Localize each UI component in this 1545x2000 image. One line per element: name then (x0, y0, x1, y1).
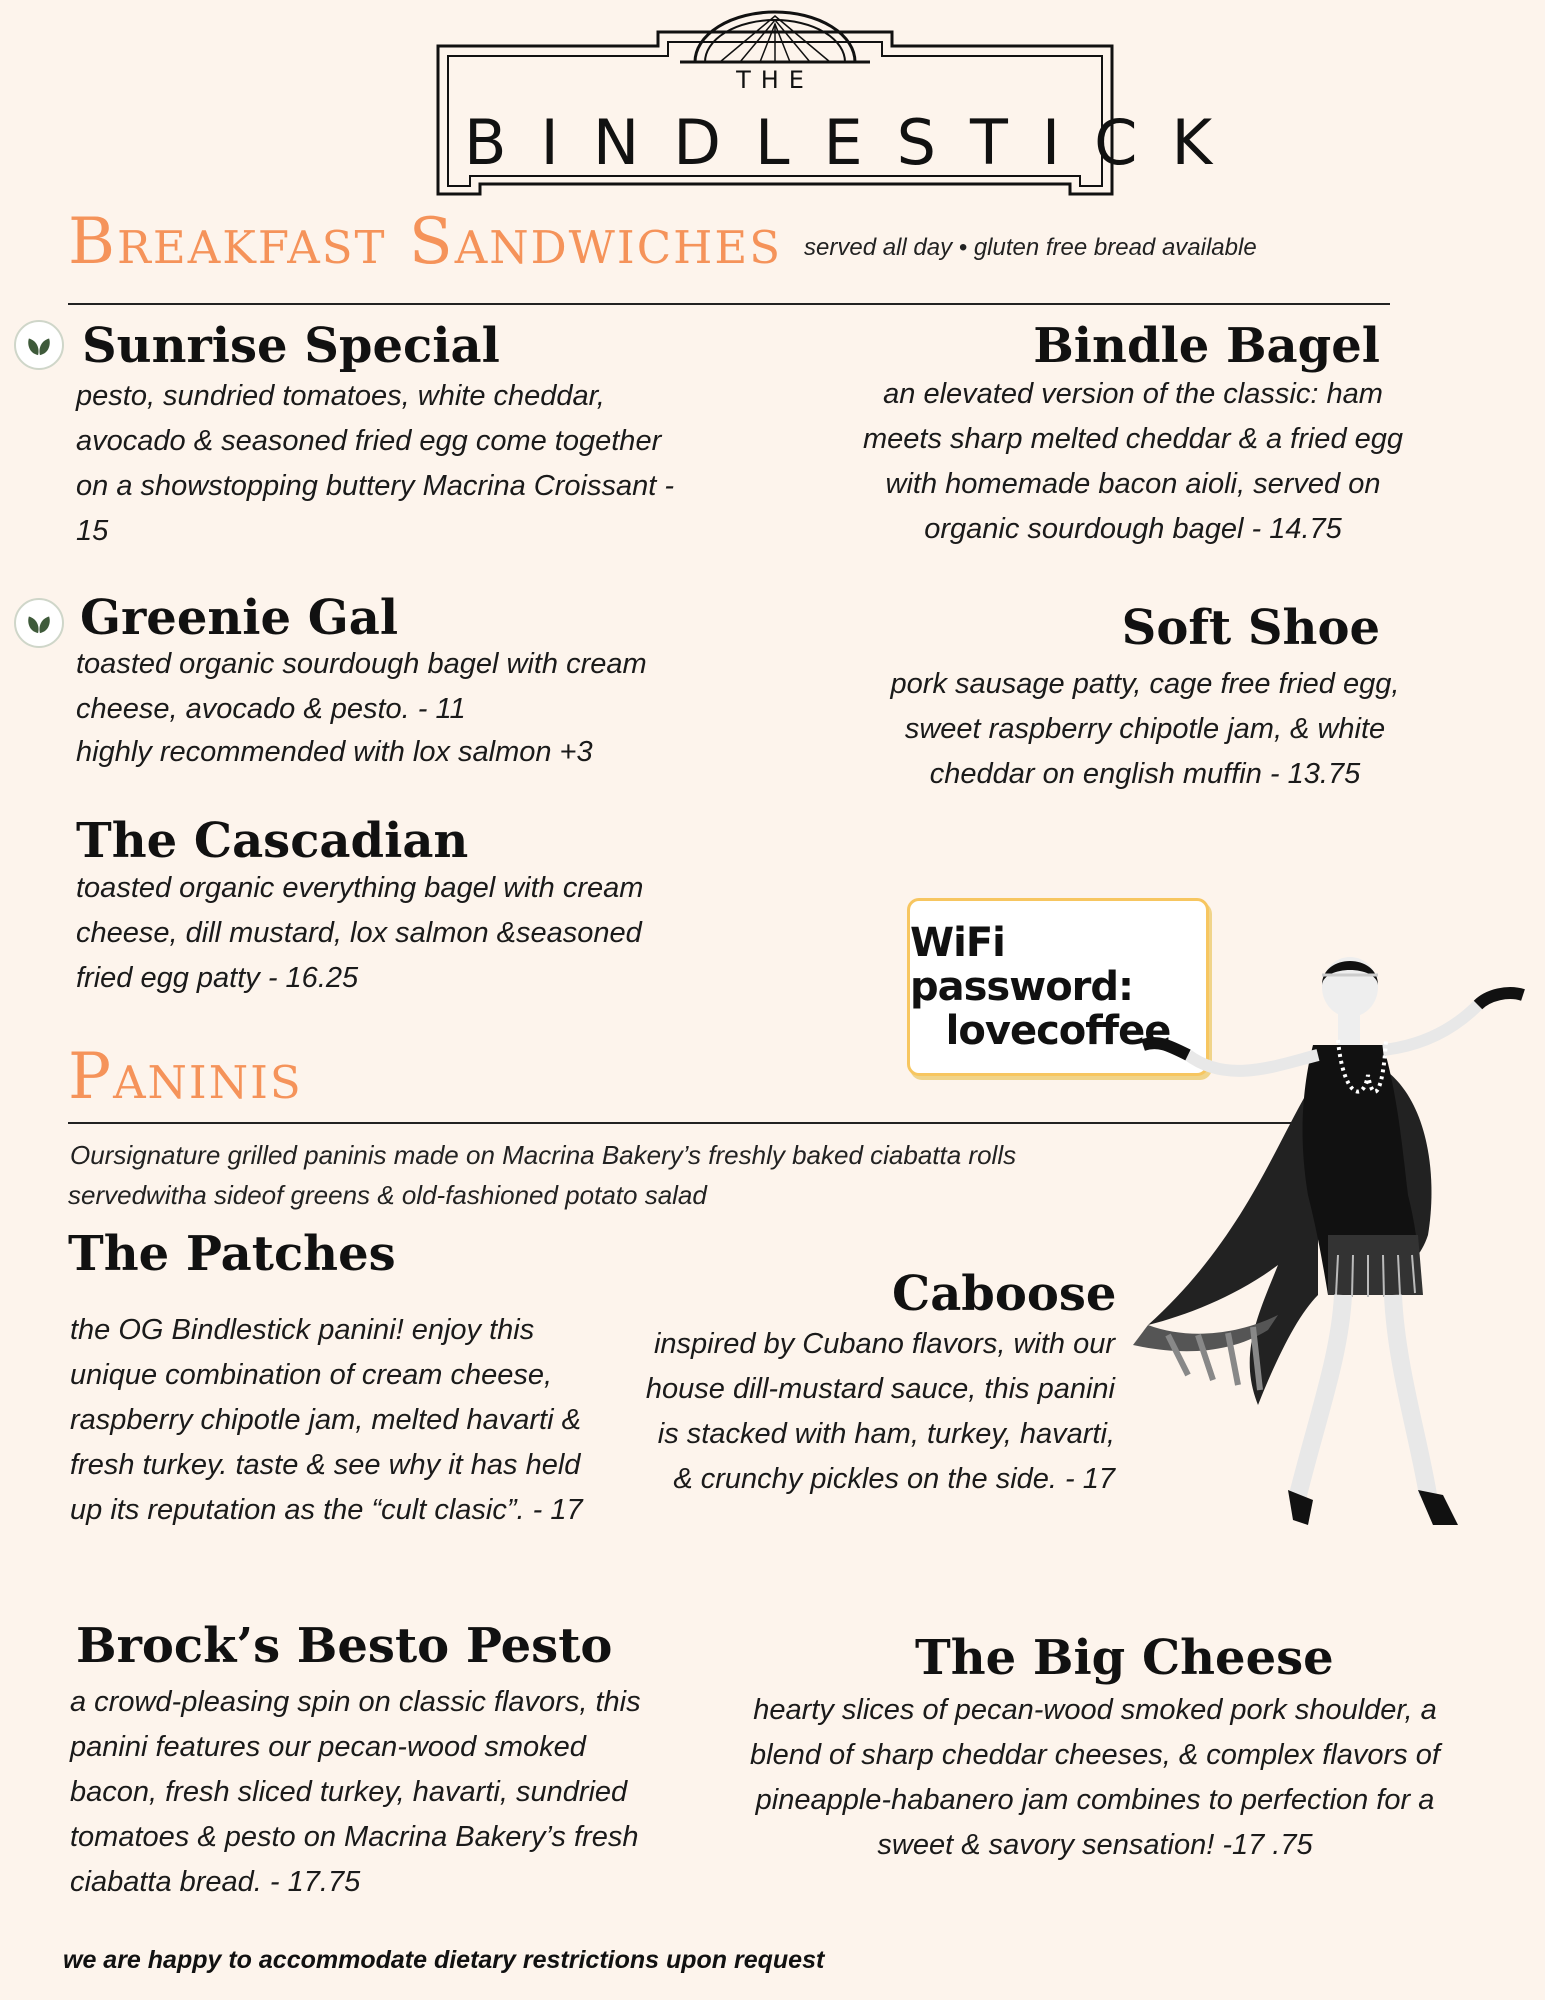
paninis-intro-line2: servedwitha sideof greens & old-fashioned potato salad (68, 1180, 707, 1210)
flapper-illustration (1128, 935, 1545, 1555)
item-description: a crowd-pleasing spin on classic flavors, this panini features our pecan-wood smoked bacon, fresh sliced turkey, havarti, sundried tomatoes & pesto on Macrina Bakery’s fresh ciabatta bread. - 17.75 (70, 1686, 641, 1898)
wifi-label: WiFi password: (910, 920, 1134, 1010)
item-name: Soft Shoe (1121, 600, 1380, 656)
item-name: Brock’s Besto Pesto (76, 1618, 613, 1674)
item-name: Greenie Gal (80, 590, 399, 646)
item-description: toasted organic everything bagel with cream cheese, dill mustard, lox salmon &seasoned fried egg patty - 16.25 (76, 872, 644, 994)
item-description: pesto, sundried tomatoes, white cheddar, avocado & seasoned fried egg come together on a showstopping buttery Macrina Croissant - 15 (76, 380, 675, 547)
item-note: highly recommended with lox salmon +3 (76, 736, 593, 768)
item-description: toasted organic sourdough bagel with cream cheese, avocado & pesto. - 11 (76, 648, 647, 725)
bindlestick-logo (430, 6, 1247, 201)
dietary-note: we are happy to accommodate dietary restrictions upon request (63, 1946, 825, 1974)
item-name: Bindle Bagel (1033, 318, 1380, 374)
wifi-password: lovecoffee (945, 1008, 1171, 1054)
item-name: The Big Cheese (915, 1630, 1334, 1686)
section-subtitle-breakfast: served all day • gluten free bread available (804, 234, 1257, 261)
item-name: The Patches (68, 1226, 396, 1282)
item-description: the OG Bindlestick panini! enjoy this unique combination of cream cheese, raspberry chipotle jam, melted havarti & fresh turkey. taste & see why it has held up its reputation as the “cult clasic”. - 17 (70, 1314, 583, 1526)
section-title-breakfast: Breakfast Sandwiches (68, 205, 783, 279)
item-name: Caboose (892, 1266, 1117, 1322)
item-name: Sunrise Special (82, 318, 500, 374)
item-description: inspired by Cubano flavors, with our house dill-mustard sauce, this panini is stacked with ham, turkey, havarti, & crunchy pickles on the side. - 17 (645, 1328, 1115, 1495)
leaf-icon (14, 598, 64, 648)
item-description: hearty slices of pecan-wood smoked pork shoulder, a blend of sharp cheddar cheeses, & complex flavors of pineapple-habanero jam combines to perfection for a sweet & savory sensation! -17 .75 (750, 1694, 1440, 1861)
logo-the: THE (736, 66, 814, 94)
section-title-paninis: Paninis (68, 1040, 303, 1114)
item-description: pork sausage patty, cage free fried egg, sweet raspberry chipotle jam, & white cheddar on english muffin - 13.75 (890, 668, 1400, 790)
paninis-intro-line1: Oursignature grilled paninis made on Macrina Bakery’s freshly baked ciabatta rolls (70, 1140, 1017, 1170)
item-name: The Cascadian (76, 813, 469, 869)
item-description: an elevated version of the classic: ham meets sharp melted cheddar & a fried egg with homemade bacon aioli, served on organic sourdough bagel - 14.75 (862, 378, 1404, 545)
section-divider (68, 303, 1390, 305)
leaf-icon (14, 320, 64, 370)
logo-name: BINDLESTICK (464, 106, 1247, 179)
